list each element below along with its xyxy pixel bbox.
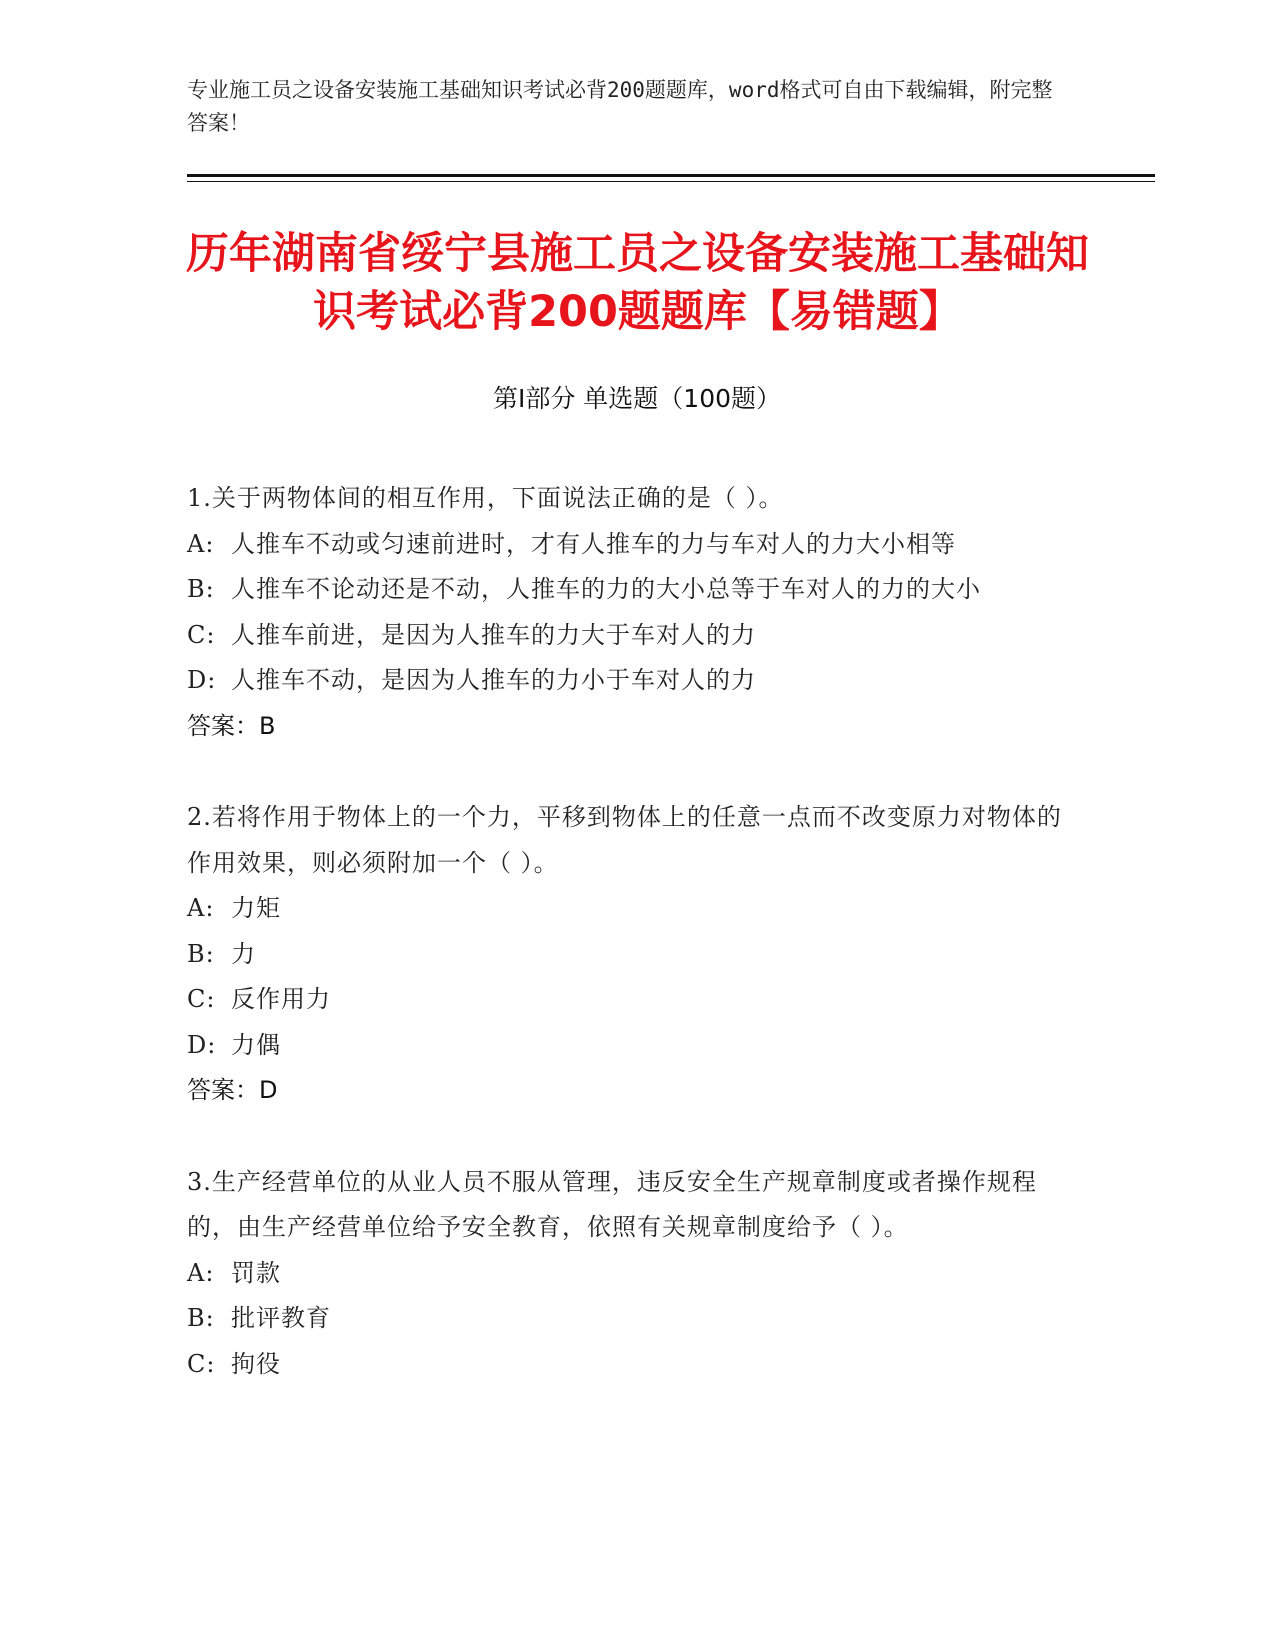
question-list [187, 476, 1067, 1433]
option-b [187, 567, 1067, 613]
header-divider-thick [187, 174, 1155, 177]
option-text: 人推车不论动还是不动，人推车的力的大小总等于车对人的力的大小 [231, 575, 981, 603]
option-text: 反作用力 [231, 985, 331, 1013]
option-a [187, 886, 1067, 932]
question-stem: 1.关于两物体间的相互作用，下面说法正确的是（ ）。 [187, 484, 784, 512]
option-text: 批评教育 [231, 1304, 331, 1332]
option-key: B: [187, 1304, 215, 1332]
option-text: 拘役 [231, 1349, 281, 1378]
section-title: 第Ⅰ部分 单选题（100题） [492, 384, 782, 413]
answer: 答案：B [187, 711, 276, 740]
answer: 答案：D [187, 1076, 278, 1104]
document-title: 历年湖南省绥宁县施工员之设备安装施工基础知识考试必背200题题库【易错题】 [186, 229, 1089, 337]
option-key: A: [187, 894, 215, 922]
option-d [187, 1023, 1067, 1069]
header-note: 专业施工员之设备安装施工基础知识考试必背200题题库，word格式可自由下载编辑，附完整答案！ [187, 78, 1053, 135]
question-stem: 2.若将作用于物体上的一个力，平移到物体上的任意一点而不改变原力对物体的作用效果，则必须附加一个（ ）。 [187, 803, 1062, 877]
option-text: 力偶 [231, 1030, 281, 1059]
option-a [187, 522, 1067, 568]
question-3 [187, 1160, 1067, 1388]
option-c [187, 613, 1067, 659]
option-b [187, 932, 1067, 978]
option-text: 罚款 [231, 1258, 281, 1287]
option-key: C: [187, 620, 216, 649]
option-c [187, 977, 1067, 1023]
option-key: C: [187, 1349, 216, 1378]
question-1 [187, 476, 1067, 749]
question-2 [187, 795, 1067, 1114]
option-d [187, 658, 1067, 704]
option-text: 力矩 [231, 894, 281, 922]
option-key: C: [187, 985, 216, 1013]
header-divider-thin [187, 181, 1155, 182]
question-stem: 3.生产经营单位的从业人员不服从管理，违反安全生产规章制度或者操作规程的，由生产经营单位给予安全教育，依照有关规章制度给予（ ）。 [187, 1167, 1037, 1241]
option-key: D: [187, 666, 217, 694]
option-text: 人推车前进，是因为人推车的力大于车对人的力 [231, 620, 756, 649]
option-a [187, 1251, 1067, 1297]
option-b [187, 1296, 1067, 1342]
option-key: B: [187, 575, 215, 603]
option-key: A: [187, 529, 215, 558]
option-text: 人推车不动，是因为人推车的力小于车对人的力 [231, 666, 756, 694]
option-key: A: [187, 1258, 215, 1287]
option-c [187, 1342, 1067, 1388]
option-key: D: [187, 1030, 217, 1059]
option-text: 力 [231, 939, 256, 968]
option-key: B: [187, 939, 215, 968]
option-text: 人推车不动或匀速前进时，才有人推车的力与车对人的力大小相等 [231, 529, 956, 558]
